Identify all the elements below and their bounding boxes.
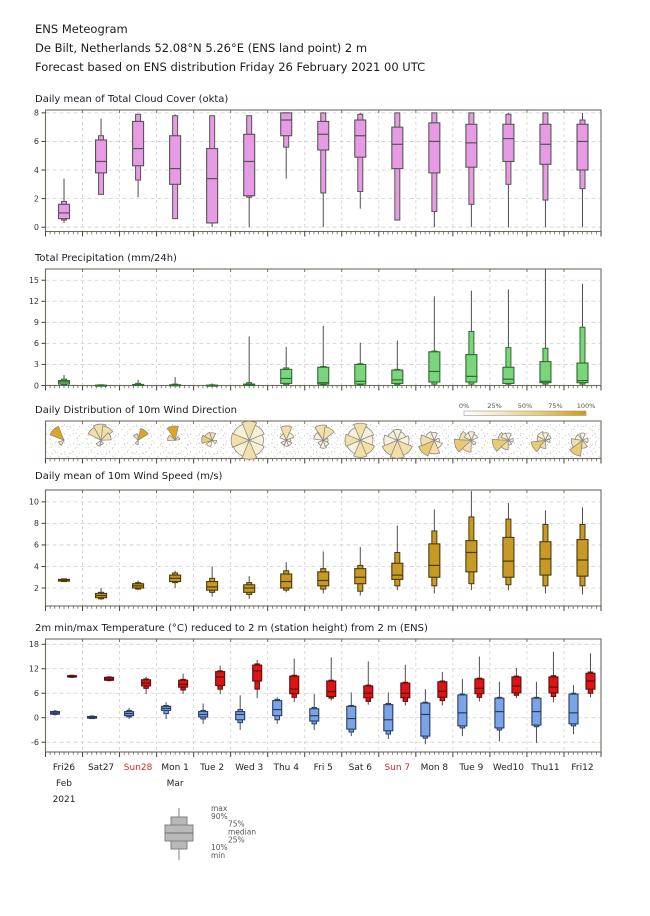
wspd-box-day-6 xyxy=(244,576,255,599)
temp-tmin-box-day-4 xyxy=(162,702,171,719)
legend-label-min: min xyxy=(211,851,226,860)
cloud-box-day-13 xyxy=(503,113,514,227)
wspd-box-day-1 xyxy=(59,578,70,582)
cloud-box-day-15 xyxy=(577,113,588,227)
precip-box-day-11 xyxy=(429,296,440,385)
month-label: Feb xyxy=(56,779,72,789)
cloud-box-day-10 xyxy=(392,113,403,220)
cloud-box-day-11 xyxy=(429,113,440,227)
cloud-box-day-5 xyxy=(207,116,218,227)
year-label: 2021 xyxy=(52,795,76,805)
panel-title-temperature: 2m min/max Temperature (°C) reduced to 2 m (station height) from 2 m (ENS) xyxy=(35,623,428,634)
temp-tmax-box-day-10 xyxy=(401,665,410,706)
temp-tmin-box-day-15 xyxy=(569,685,578,734)
date-label: Fri26 xyxy=(52,763,76,773)
precip-box-day-2 xyxy=(96,384,107,386)
wspd-box-day-14 xyxy=(540,510,551,593)
temp-tmax-box-day-14 xyxy=(549,652,558,703)
legend-label-10: 10% xyxy=(211,843,228,852)
date-label: Wed 3 xyxy=(235,763,264,773)
temp-tmin-box-day-7 xyxy=(273,697,282,724)
legend-label-median: median xyxy=(228,827,257,837)
temp-tmax-box-day-2 xyxy=(105,676,114,681)
panel-wspd xyxy=(29,490,601,611)
date-label: Tue 2 xyxy=(200,763,225,773)
precip-box-day-12 xyxy=(466,291,477,386)
y-tick-label: 0 xyxy=(33,223,39,233)
temp-tmax-box-day-5 xyxy=(216,666,225,695)
wind-legend-tick: 75% xyxy=(548,402,563,410)
precip-box-day-10 xyxy=(392,341,403,386)
temp-tmax-box-day-9 xyxy=(364,661,373,704)
cloud-box-day-2 xyxy=(96,119,107,195)
temp-tmin-box-day-10 xyxy=(384,692,393,739)
y-tick-label: 6 xyxy=(33,339,39,349)
page-title: ENS Meteogram xyxy=(35,22,128,36)
temp-tmax-box-day-1 xyxy=(68,675,77,678)
precip-box-day-13 xyxy=(503,289,514,385)
date-label: Thu11 xyxy=(531,763,560,773)
precip-box-day-3 xyxy=(133,380,144,386)
date-label: Fri12 xyxy=(571,763,594,773)
temp-tmin-box-day-9 xyxy=(347,692,356,736)
wspd-box-day-12 xyxy=(466,491,477,590)
temp-tmin-box-day-11 xyxy=(421,689,430,744)
legend-label-max: max xyxy=(211,804,228,813)
precip-box-day-14 xyxy=(540,269,551,386)
temp-tmax-box-day-4 xyxy=(179,674,188,694)
wspd-box-day-2 xyxy=(96,588,107,600)
panel-title-wind-speed: Daily mean of 10m Wind Speed (m/s) xyxy=(35,471,223,482)
y-tick-label: 0 xyxy=(33,381,39,391)
cloud-box-day-1 xyxy=(59,179,70,223)
temp-tmin-box-day-1 xyxy=(51,710,60,716)
wind-legend-tick: 100% xyxy=(576,402,596,410)
cloud-box-day-9 xyxy=(355,113,366,209)
y-tick-label: 4 xyxy=(33,562,39,572)
panel-cloud xyxy=(34,109,601,237)
y-tick-label: 4 xyxy=(33,165,39,175)
temp-tmax-box-day-6 xyxy=(253,660,262,698)
y-tick-label: 10 xyxy=(28,497,39,507)
y-tick-label: 18 xyxy=(28,640,39,650)
precip-box-day-9 xyxy=(355,343,366,386)
y-tick-label: 8 xyxy=(33,108,39,118)
temp-tmin-box-day-3 xyxy=(125,708,134,719)
wspd-box-day-3 xyxy=(133,580,144,590)
panel-title-cloud-cover: Daily mean of Total Cloud Cover (okta) xyxy=(35,94,229,105)
temp-tmin-box-day-2 xyxy=(88,715,97,719)
wspd-box-day-11 xyxy=(429,509,440,593)
wind-legend-tick: 50% xyxy=(517,402,533,410)
temp-tmin-box-day-14 xyxy=(532,682,541,743)
wspd-box-day-10 xyxy=(392,526,403,591)
wspd-box-day-15 xyxy=(577,507,588,594)
panel-temp xyxy=(29,639,601,757)
y-tick-label: 2 xyxy=(33,194,39,204)
precip-box-day-8 xyxy=(318,326,329,386)
month-label: Mar xyxy=(166,779,184,789)
wind-legend-tick: 25% xyxy=(487,402,502,410)
date-label: Sun28 xyxy=(123,763,153,773)
y-tick-label: 12 xyxy=(28,664,39,674)
precip-box-day-1 xyxy=(59,375,70,386)
y-tick-label: 9 xyxy=(33,318,39,328)
date-label: Sat27 xyxy=(87,763,115,773)
cloud-box-day-14 xyxy=(540,113,551,227)
cloud-box-day-3 xyxy=(133,114,144,197)
temp-tmax-box-day-15 xyxy=(586,653,595,697)
cloud-box-day-6 xyxy=(244,116,255,227)
temp-tmin-box-day-13 xyxy=(495,682,504,742)
cloud-box-day-4 xyxy=(170,114,181,218)
temp-tmax-box-day-13 xyxy=(512,668,521,698)
wind-legend-tick: 0% xyxy=(458,402,470,410)
y-tick-label: 6 xyxy=(33,137,39,147)
y-tick-label: 15 xyxy=(28,276,39,286)
date-label: Fri 5 xyxy=(313,763,333,773)
precip-box-day-5 xyxy=(207,383,218,386)
precip-box-day-15 xyxy=(577,284,588,386)
wspd-box-day-4 xyxy=(170,571,181,588)
legend-label-90: 90% xyxy=(211,812,228,821)
y-tick-label: 2 xyxy=(33,583,39,593)
y-tick-label: 3 xyxy=(33,360,39,370)
temp-tmin-box-day-5 xyxy=(199,703,208,723)
temp-tmax-box-day-11 xyxy=(438,672,447,705)
y-tick-label: -6 xyxy=(31,738,39,748)
station-line: De Bilt, Netherlands 52.08°N 5.26°E (ENS land point) 2 m xyxy=(35,41,368,55)
date-label: Sat 6 xyxy=(348,763,372,773)
temp-tmax-box-day-8 xyxy=(327,657,336,700)
date-axis xyxy=(53,763,594,805)
cloud-box-day-7 xyxy=(281,113,292,179)
precip-box-day-4 xyxy=(170,377,181,386)
temp-tmin-box-day-8 xyxy=(310,694,319,730)
y-tick-label: 6 xyxy=(33,540,39,550)
temp-tmax-box-day-3 xyxy=(142,677,151,694)
date-label: Sun 7 xyxy=(384,763,411,773)
precip-box-day-7 xyxy=(281,347,292,386)
panel-title-wind-direction: Daily Distribution of 10m Wind Direction xyxy=(35,405,237,416)
y-tick-label: 12 xyxy=(28,297,39,307)
box-plot-legend xyxy=(165,804,256,860)
wind-direction-legend xyxy=(459,402,595,416)
date-label: Wed10 xyxy=(492,763,524,773)
temp-tmin-box-day-12 xyxy=(458,679,467,736)
temp-tmin-box-day-6 xyxy=(236,695,245,730)
wspd-box-day-8 xyxy=(318,551,329,593)
y-tick-label: 0 xyxy=(33,713,39,723)
date-label: Thu 4 xyxy=(273,763,299,773)
wspd-box-day-5 xyxy=(207,566,218,596)
temp-tmax-box-day-12 xyxy=(475,657,484,702)
wspd-box-day-7 xyxy=(281,562,292,592)
panel-precip xyxy=(29,269,601,391)
legend-label-25: 25% xyxy=(228,835,245,845)
forecast-basis-line: Forecast based on ENS distribution Friday 26 February 2021 00 UTC xyxy=(35,60,426,74)
y-tick-label: 8 xyxy=(33,519,39,529)
date-label: Tue 9 xyxy=(459,763,484,773)
panel-title-precipitation: Total Precipitation (mm/24h) xyxy=(35,253,177,264)
legend-label-75: 75% xyxy=(228,819,245,829)
date-label: Mon 8 xyxy=(420,763,449,773)
temp-tmax-box-day-7 xyxy=(290,659,299,703)
date-label: Mon 1 xyxy=(161,763,189,773)
wspd-box-day-13 xyxy=(503,503,514,590)
y-tick-label: 6 xyxy=(33,689,39,699)
